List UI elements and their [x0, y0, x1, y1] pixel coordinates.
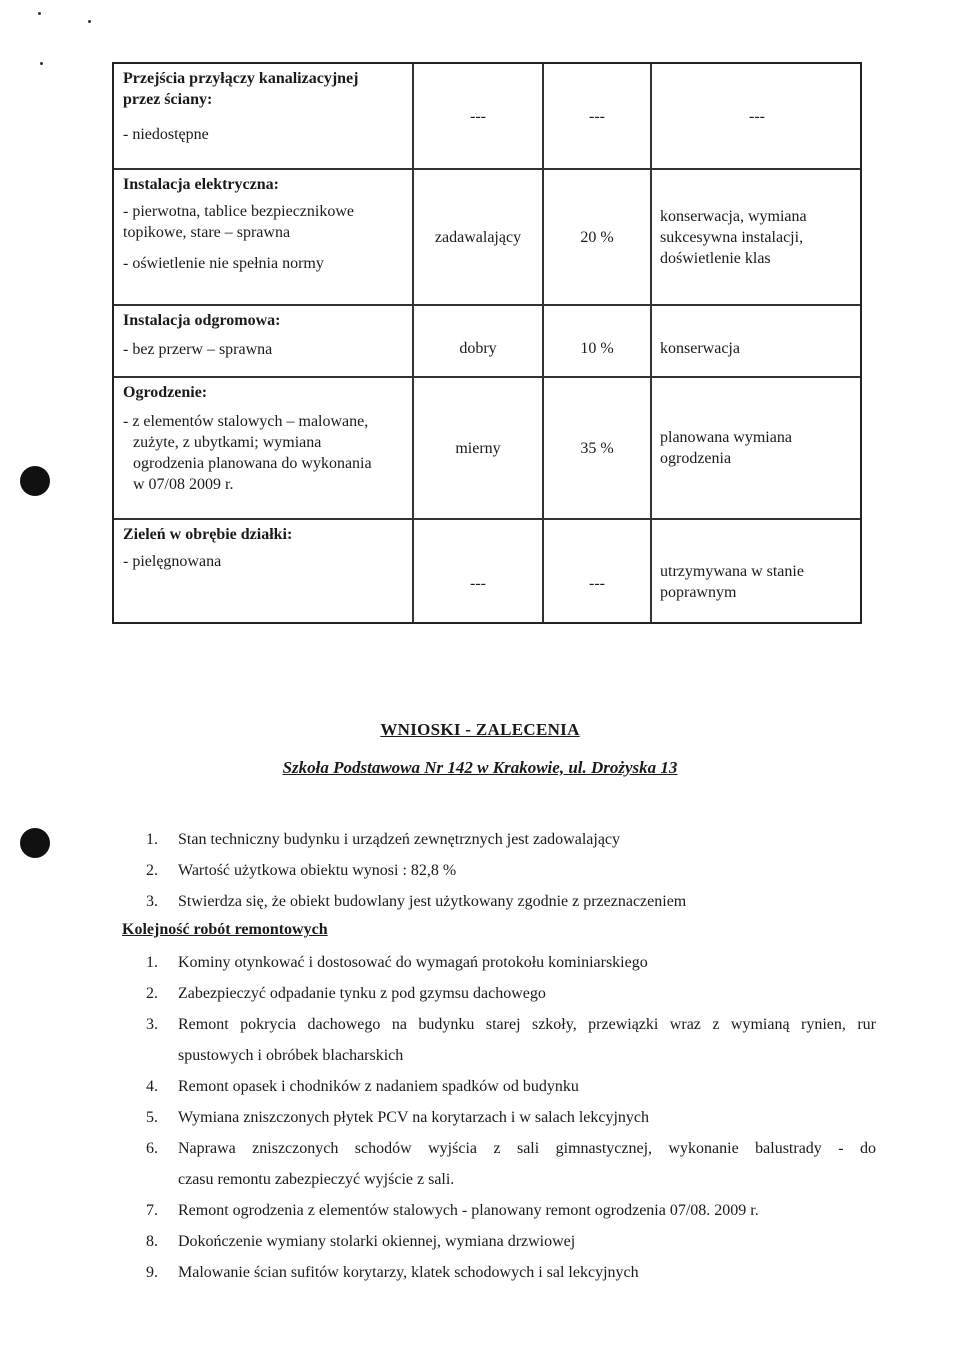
item-number: 2. — [146, 862, 158, 879]
wear-cell: 20 % — [544, 170, 652, 304]
item-number: 2. — [146, 985, 158, 1002]
item-number: 3. — [146, 1016, 158, 1033]
row-heading: Instalacja odgromowa: — [123, 312, 281, 329]
item-text: Kominy otynkować i dostosować do wymagań protokołu kominiarskiego — [178, 954, 648, 971]
element-cell — [114, 520, 414, 622]
row-item: - z elementów stalowych – malowane, — [123, 413, 369, 430]
condition-cell: dobry — [414, 306, 544, 376]
scan-speck — [38, 12, 41, 15]
item-number: 1. — [146, 954, 158, 971]
item-text: Naprawa zniszczonych schodów wyjścia z sali gimnastycznej, wykonanie balustrady - do — [178, 1140, 876, 1157]
table-row — [114, 64, 860, 170]
scan-speck — [88, 20, 91, 23]
punch-hole — [20, 466, 50, 496]
section-title: WNIOSKI - ZALECENIA — [380, 720, 580, 739]
action-line: konserwacja, wymiana — [660, 207, 807, 225]
works-heading: Kolejność robót remontowych — [122, 921, 328, 938]
wear-cell: --- — [544, 64, 652, 168]
action-line: doświetlenie klas — [660, 249, 771, 267]
list-item — [146, 1014, 876, 1066]
item-text: Zabezpieczyć odpadanie tynku z pod gzymsu dachowego — [178, 985, 546, 1002]
table-row — [114, 378, 860, 520]
action-line: poprawnym — [660, 584, 737, 601]
condition-cell: zadawalający — [414, 170, 544, 304]
list-item — [146, 952, 876, 973]
item-number: 7. — [146, 1202, 158, 1219]
element-cell — [114, 378, 414, 518]
action-cell — [652, 520, 860, 622]
list-item — [146, 860, 876, 881]
conclusions-list — [146, 829, 876, 922]
item-text-continued: czasu remontu zabezpieczyć wyjście z sali. — [178, 1171, 455, 1188]
item-text: Malowanie ścian sufitów korytarzy, klatek schodowych i sal lekcyjnych — [178, 1264, 639, 1281]
element-cell — [114, 306, 414, 376]
element-cell — [114, 64, 414, 168]
item-number: 1. — [146, 831, 158, 848]
row-item: - niedostępne — [123, 126, 209, 143]
wear-cell: 35 % — [544, 378, 652, 518]
table-row — [114, 170, 860, 306]
list-item — [146, 1231, 876, 1252]
table-row — [114, 306, 860, 378]
item-text: Wartość użytkowa obiektu wynosi : 82,8 % — [178, 862, 457, 879]
row-item: - pierwotna, tablice bezpiecznikowe — [123, 203, 354, 220]
row-item: ogrodzenia planowana do wykonania — [133, 455, 372, 472]
action-line: konserwacja — [660, 339, 740, 357]
scan-speck — [40, 62, 43, 65]
condition-cell: mierny — [414, 378, 544, 518]
item-number: 9. — [146, 1264, 158, 1281]
row-item: - oświetlenie nie spełnia normy — [123, 255, 324, 272]
action-cell — [652, 306, 860, 376]
item-text: Remont ogrodzenia z elementów stalowych - planowany remont ogrodzenia 07/08. 2009 r. — [178, 1202, 759, 1219]
wear-cell: 10 % — [544, 306, 652, 376]
action-line: planowana wymiana — [660, 429, 792, 446]
item-text: Stan techniczny budynku i urządzeń zewnętrznych jest zadowalający — [178, 831, 621, 848]
item-number: 3. — [146, 893, 158, 910]
item-text: Dokończenie wymiany stolarki okiennej, wymiana drzwiowej — [178, 1233, 576, 1250]
list-item — [146, 1262, 876, 1283]
table-row — [114, 520, 860, 622]
item-number: 5. — [146, 1109, 158, 1126]
item-number: 4. — [146, 1078, 158, 1095]
row-item: zużyte, z ubytkami; wymiana — [133, 434, 322, 451]
list-item — [146, 1107, 876, 1128]
item-text: Remont pokrycia dachowego na budynku starej szkoły, przewiązki wraz z wymianą rynien, rur — [178, 1016, 876, 1033]
list-item — [146, 1200, 876, 1221]
school-subtitle: Szkoła Podstawowa Nr 142 w Krakowie, ul. Drożyska 13 — [282, 758, 678, 777]
list-item — [146, 1138, 876, 1190]
condition-table — [112, 62, 862, 624]
row-item: topikowe, stare – sprawna — [123, 224, 291, 241]
item-text: Remont opasek i chodników z nadaniem spadków od budynku — [178, 1078, 579, 1095]
punch-hole — [20, 828, 50, 858]
item-number: 6. — [146, 1140, 158, 1157]
list-item — [146, 1076, 876, 1097]
row-heading: Przejścia przyłączy kanalizacyjnej — [123, 70, 359, 87]
item-text-continued: spustowych i obróbek blacharskich — [178, 1047, 404, 1064]
action-line: --- — [749, 107, 765, 125]
element-cell — [114, 170, 414, 304]
item-text: Stwierdza się, że obiekt budowlany jest użytkowany zgodnie z przeznaczeniem — [178, 893, 687, 910]
row-item: w 07/08 2009 r. — [133, 476, 234, 493]
row-heading: Instalacja elektryczna: — [123, 176, 279, 193]
row-heading: przez ściany: — [123, 91, 213, 108]
row-heading: Zieleń w obrębie działki: — [123, 526, 293, 543]
action-cell — [652, 64, 860, 168]
row-item: - bez przerw – sprawna — [123, 341, 273, 358]
action-line: ogrodzenia — [660, 450, 732, 467]
list-item — [146, 891, 876, 912]
action-cell — [652, 378, 860, 518]
wear-cell: --- — [544, 520, 652, 622]
condition-cell: --- — [414, 64, 544, 168]
list-item — [146, 829, 876, 850]
action-cell — [652, 170, 860, 304]
item-number: 8. — [146, 1233, 158, 1250]
condition-cell: --- — [414, 520, 544, 622]
row-item: - pielęgnowana — [123, 553, 222, 570]
row-heading: Ogrodzenie: — [123, 384, 208, 401]
works-list — [146, 952, 876, 1293]
item-text: Wymiana zniszczonych płytek PCV na korytarzach i w salach lekcyjnych — [178, 1109, 650, 1126]
action-line: sukcesywna instalacji, — [660, 228, 804, 246]
action-line: utrzymywana w stanie — [660, 563, 804, 580]
list-item — [146, 983, 876, 1004]
